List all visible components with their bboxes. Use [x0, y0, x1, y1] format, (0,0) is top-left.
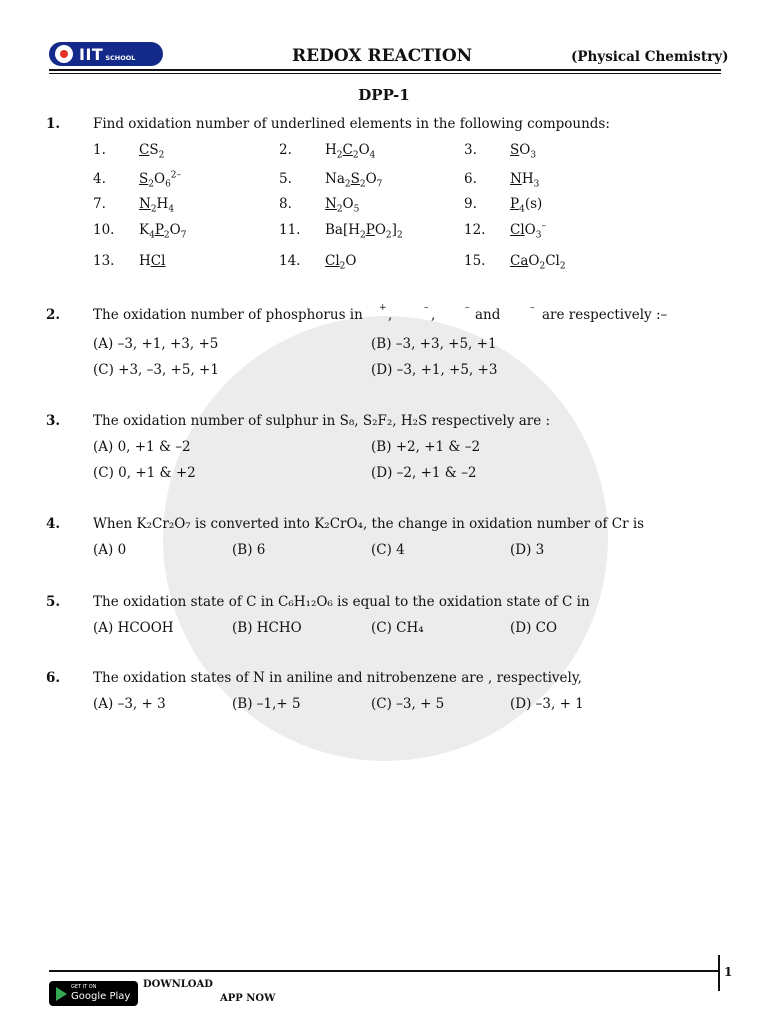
footer-divider: [718, 955, 720, 991]
item-number: 8.: [279, 196, 292, 212]
compound: $SO_3$: [510, 142, 537, 161]
option: (A) HCOOH: [93, 620, 174, 636]
item-number: 7.: [93, 196, 106, 212]
option: (B) HCHO: [232, 620, 302, 636]
logo-subtext: SCHOOL: [105, 53, 136, 62]
compound: $N_2H_4$: [139, 196, 175, 215]
subject-label: (Physical Chemistry): [571, 49, 729, 65]
badge-big-text: Google Play: [71, 991, 131, 1002]
dpp-title: DPP-1: [358, 86, 410, 104]
compound: ClO$_3$–: [510, 221, 546, 241]
question-text: When K₂Cr₂O₇ is converted into K₂CrO₄, the change in oxidation number of Cr is: [93, 516, 645, 532]
compound: $Na_2S_2O_7$: [325, 171, 383, 190]
question-text-and: and: [475, 307, 501, 323]
header-rule-thick: [49, 69, 721, 71]
question-text: The oxidation states of N in aniline and nitrobenzene are , respectively,: [93, 670, 582, 686]
item-number: 15.: [464, 253, 486, 269]
option: (B) –3, +3, +5, +1: [371, 336, 497, 352]
compound: $K_4P_2O_7$: [139, 222, 187, 241]
option: (A) 0, +1 & –2: [93, 439, 191, 455]
ion-charge: +: [379, 303, 387, 313]
compound: $Ba[H_2PO_2]_2$: [325, 222, 403, 241]
question-number: 1.: [46, 116, 61, 132]
page-title: REDOX REACTION: [292, 46, 473, 66]
question-number: 3.: [46, 413, 61, 429]
item-number: 12.: [464, 222, 486, 238]
option: (D) –3, + 1: [510, 696, 584, 712]
question-number: 4.: [46, 516, 61, 532]
option: (A) 0: [93, 542, 127, 558]
option: (C) 0, +1 & +2: [93, 465, 196, 481]
google-play-badge[interactable]: [49, 981, 138, 1006]
compound: $P_4(s)$: [510, 196, 543, 215]
compound: $NH_3$: [510, 171, 540, 190]
question-text: The oxidation number of phosphorus in: [93, 307, 363, 323]
option: (A) –3, +1, +3, +5: [93, 336, 219, 352]
option: (D) 3: [510, 542, 545, 558]
iit-school-logo: [49, 42, 163, 66]
logo-text: IIT: [79, 44, 104, 64]
compound: $Cl_2O$: [325, 253, 357, 272]
ion-charge: –: [465, 303, 470, 313]
option: (D) CO: [510, 620, 558, 636]
item-number: 10.: [93, 222, 115, 238]
gear-icon: [55, 45, 73, 63]
badge-small-text: GET IT ON: [71, 984, 97, 990]
option: (B) 6: [232, 542, 266, 558]
page-number: 1: [724, 965, 733, 979]
option: (A) –3, + 3: [93, 696, 166, 712]
option: (B) +2, +1 & –2: [371, 439, 481, 455]
option: (D) –2, +1 & –2: [371, 465, 477, 481]
compound: $CaO_2Cl_2$: [510, 253, 566, 272]
ion-charge: –: [530, 303, 535, 313]
separator: ,: [388, 307, 393, 323]
footer-rule: [49, 970, 719, 972]
item-number: 3.: [464, 142, 477, 158]
item-number: 1.: [93, 142, 106, 158]
watermark: [163, 316, 608, 761]
option: (D) –3, +1, +5, +3: [371, 362, 498, 378]
compound: $CS_2$: [139, 142, 165, 161]
question-text: The oxidation number of sulphur in S₈, S₂F₂, H₂S respectively are :: [93, 413, 551, 429]
item-number: 2.: [279, 142, 292, 158]
compound: $N_2O_5$: [325, 196, 360, 215]
item-number: 5.: [279, 171, 292, 187]
item-number: 11.: [279, 222, 301, 238]
item-number: 6.: [464, 171, 477, 187]
question-text: Find oxidation number of underlined elements in the following compounds:: [93, 116, 610, 132]
option: (C) –3, + 5: [371, 696, 445, 712]
question-text: The oxidation state of C in C₆H₁₂O₆ is equal to the oxidation state of C in: [93, 594, 590, 610]
app-now-label: APP NOW: [220, 993, 276, 1004]
item-number: 13.: [93, 253, 115, 269]
item-number: 4.: [93, 171, 106, 187]
item-number: 14.: [279, 253, 301, 269]
ion-charge: –: [424, 303, 429, 313]
question-number: 5.: [46, 594, 61, 610]
question-number: 6.: [46, 670, 61, 686]
item-number: 9.: [464, 196, 477, 212]
compound: $H_2C_2O_4$: [325, 142, 376, 161]
option: (C) 4: [371, 542, 405, 558]
header-rule-thin: [49, 73, 721, 74]
separator: ,: [431, 307, 436, 323]
option: (B) –1,+ 5: [232, 696, 301, 712]
question-text-end: are respectively :–: [542, 307, 668, 323]
play-store-icon: [56, 987, 67, 1001]
compound: HCl: [139, 253, 166, 269]
question-number: 2.: [46, 307, 61, 323]
option: (C) +3, –3, +5, +1: [93, 362, 219, 378]
option: (C) CH₄: [371, 620, 424, 636]
compound: $S_2O_6^{2-}$: [139, 170, 182, 190]
download-label: DOWNLOAD: [143, 979, 213, 990]
